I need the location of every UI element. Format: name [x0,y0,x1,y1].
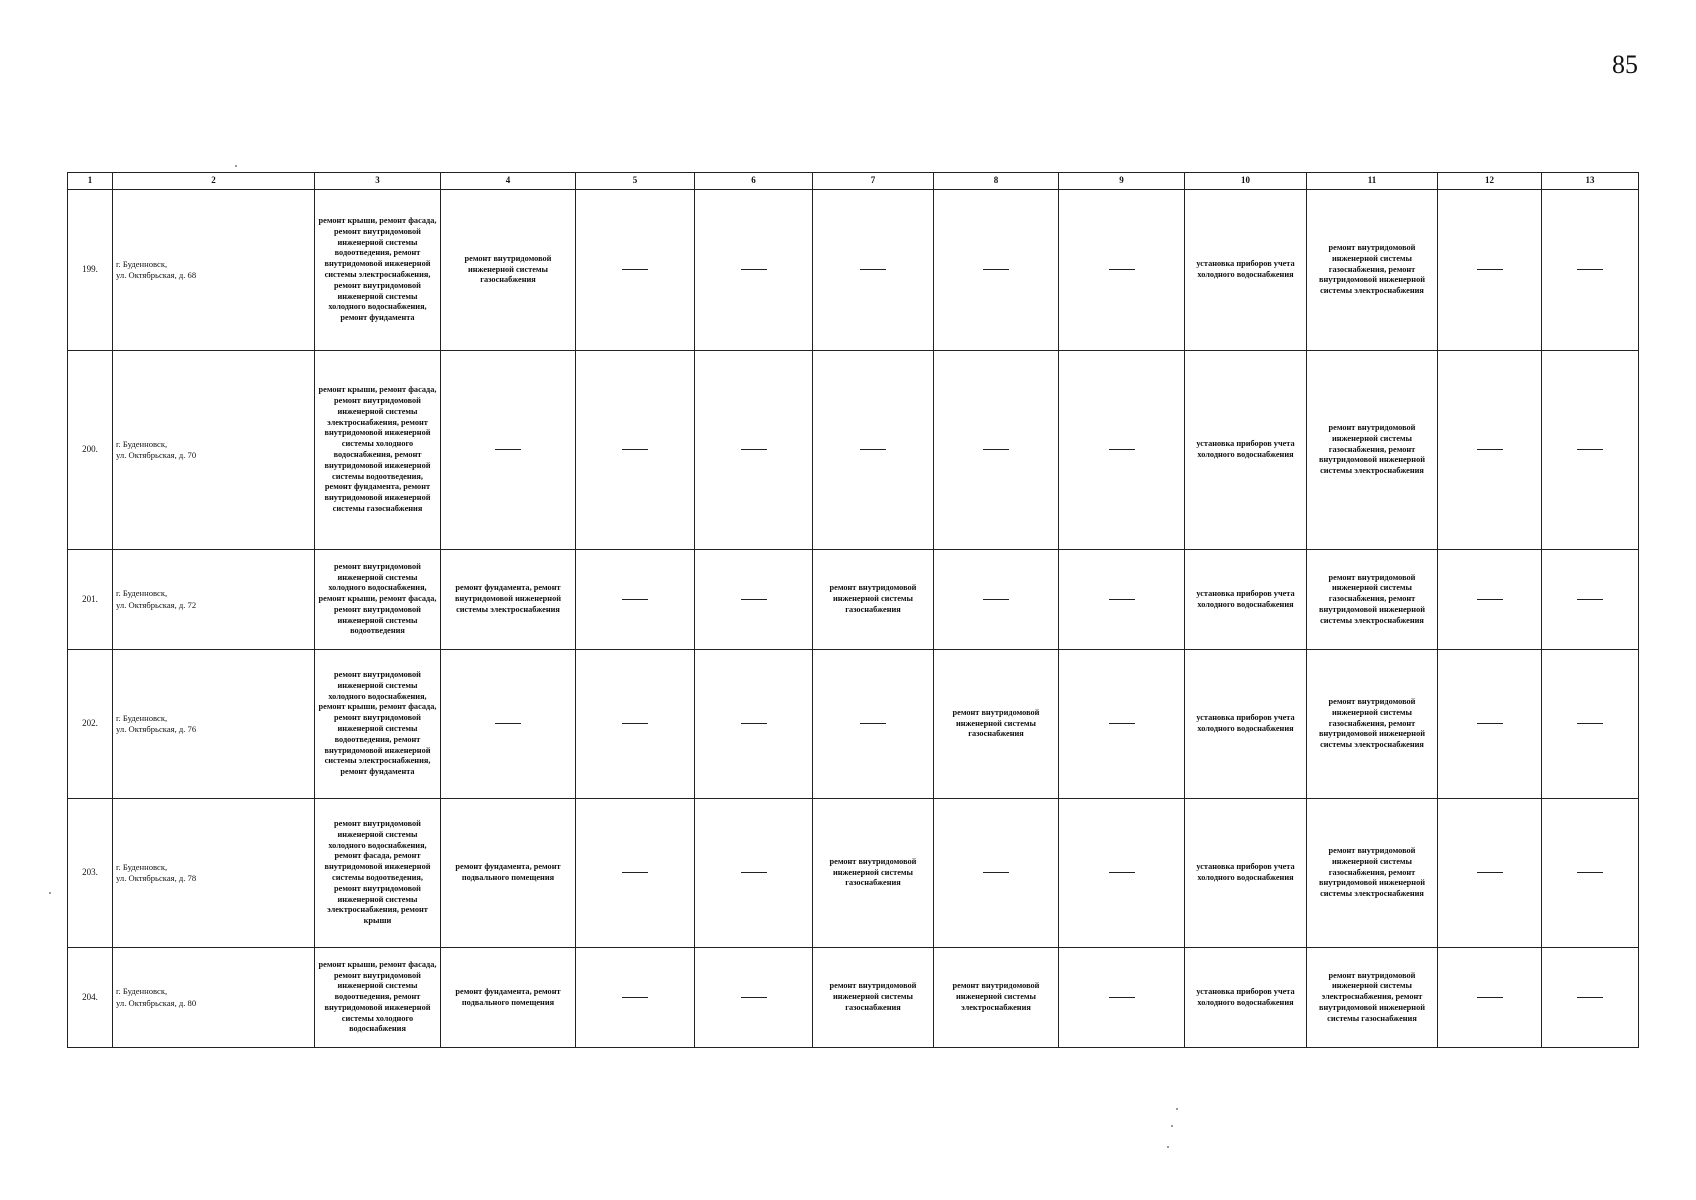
table-row [68,190,1639,351]
work-cell-c13 [1542,799,1639,948]
work-cell-c10: установка приборов учета холодного водоснабжения [1185,351,1307,550]
dash-mark [622,269,648,270]
dash-mark [1477,599,1503,600]
column-header: 10 [1185,173,1307,190]
table-row [68,948,1639,1048]
scan-speck [1167,1146,1169,1148]
dash-mark [1109,997,1135,998]
work-cell-c11: ремонт внутридомовой инженерной системы газоснабжения, ремонт внутридомовой инженерной системы электроснабжения [1307,190,1438,351]
table-row [68,550,1639,650]
address-cell: г. Буденновск, ул. Октябрьская, д. 78 [113,799,315,948]
work-cell-c6 [695,799,813,948]
work-cell-c3: ремонт внутридомовой инженерной системы холодного водоснабжения, ремонт крыши, ремонт фасада, ремонт внутридомовой инженерной системы водоотведения, ремонт внутридомовой инженерной системы электроснабжения, ремонт фундамента [315,650,441,799]
work-cell-c6 [695,550,813,650]
dash-mark [495,449,521,450]
work-cell-c8 [934,550,1059,650]
work-cell-c8 [934,799,1059,948]
dash-mark [1577,872,1603,873]
work-cell-c8: ремонт внутридомовой инженерной системы электроснабжения [934,948,1059,1048]
work-cell-c6 [695,190,813,351]
column-header: 9 [1059,173,1185,190]
address-cell: г. Буденновск, ул. Октябрьская, д. 76 [113,650,315,799]
dash-mark [741,449,767,450]
work-cell-c9 [1059,550,1185,650]
address-cell: г. Буденновск, ул. Октябрьская, д. 68 [113,190,315,351]
work-cell-c6 [695,351,813,550]
dash-mark [741,599,767,600]
dash-mark [860,269,886,270]
work-cell-c7 [813,351,934,550]
row-number-cell: 201. [68,550,113,650]
dash-mark [1477,449,1503,450]
work-cell-c3: ремонт крыши, ремонт фасада, ремонт внутридомовой инженерной системы электроснабжения, ремонт внутридомовой инженерной системы холодного водоснабжения, ремонт внутридомовой инженерной системы водоотведения, ремонт фундамента, ремонт внутридомовой инженерной системы газоснабжения [315,351,441,550]
column-header: 7 [813,173,934,190]
dash-mark [1477,269,1503,270]
dash-mark [1477,723,1503,724]
dash-mark [1577,599,1603,600]
work-cell-c8 [934,190,1059,351]
row-number-cell: 204. [68,948,113,1048]
work-cell-c8 [934,351,1059,550]
dash-mark [1477,872,1503,873]
work-cell-c9 [1059,650,1185,799]
dash-mark [622,723,648,724]
work-cell-c11: ремонт внутридомовой инженерной системы газоснабжения, ремонт внутридомовой инженерной системы электроснабжения [1307,351,1438,550]
work-cell-c9 [1059,799,1185,948]
dash-mark [622,872,648,873]
work-cell-c12 [1438,650,1542,799]
work-cell-c4 [441,351,576,550]
work-cell-c7: ремонт внутридомовой инженерной системы газоснабжения [813,948,934,1048]
work-cell-c10: установка приборов учета холодного водоснабжения [1185,650,1307,799]
work-cell-c5 [576,650,695,799]
work-cell-c12 [1438,799,1542,948]
work-cell-c13 [1542,650,1639,799]
dash-mark [1577,723,1603,724]
dash-mark [741,872,767,873]
dash-mark [622,997,648,998]
work-cell-c11: ремонт внутридомовой инженерной системы газоснабжения, ремонт внутридомовой инженерной системы электроснабжения [1307,650,1438,799]
work-cell-c11: ремонт внутридомовой инженерной системы газоснабжения, ремонт внутридомовой инженерной системы электроснабжения [1307,799,1438,948]
address-cell: г. Буденновск, ул. Октябрьская, д. 70 [113,351,315,550]
column-header: 8 [934,173,1059,190]
dash-mark [1577,269,1603,270]
work-cell-c5 [576,190,695,351]
work-cell-c3: ремонт крыши, ремонт фасада, ремонт внутридомовой инженерной системы водоотведения, ремонт внутридомовой инженерной системы холодного водоснабжения [315,948,441,1048]
column-header: 13 [1542,173,1639,190]
dash-mark [741,269,767,270]
work-cell-c5 [576,550,695,650]
work-cell-c7: ремонт внутридомовой инженерной системы газоснабжения [813,550,934,650]
column-header: 1 [68,173,113,190]
work-cell-c10: установка приборов учета холодного водоснабжения [1185,948,1307,1048]
work-cell-c11: ремонт внутридомовой инженерной системы газоснабжения, ремонт внутридомовой инженерной системы электроснабжения [1307,550,1438,650]
table-row [68,650,1639,799]
scan-speck [235,165,237,167]
work-cell-c7 [813,190,934,351]
table-body [68,190,1639,1048]
work-cell-c11: ремонт внутридомовой инженерной системы электроснабжения, ремонт внутридомовой инженерной системы газоснабжения [1307,948,1438,1048]
work-cell-c9 [1059,351,1185,550]
dash-mark [983,872,1009,873]
dash-mark [622,599,648,600]
work-cell-c12 [1438,351,1542,550]
dash-mark [741,723,767,724]
address-cell: г. Буденновск, ул. Октябрьская, д. 72 [113,550,315,650]
dash-mark [1109,599,1135,600]
dash-mark [1577,449,1603,450]
dash-mark [495,723,521,724]
dash-mark [622,449,648,450]
column-header: 4 [441,173,576,190]
scan-speck [1171,1125,1173,1127]
column-header: 5 [576,173,695,190]
column-header: 3 [315,173,441,190]
work-cell-c12 [1438,190,1542,351]
column-header: 6 [695,173,813,190]
column-header: 2 [113,173,315,190]
work-cell-c7 [813,650,934,799]
work-cell-c8: ремонт внутридомовой инженерной системы газоснабжения [934,650,1059,799]
work-cell-c4: ремонт внутридомовой инженерной системы газоснабжения [441,190,576,351]
work-cell-c5 [576,351,695,550]
dash-mark [1109,449,1135,450]
row-number-cell: 200. [68,351,113,550]
column-header: 12 [1438,173,1542,190]
table-row [68,799,1639,948]
work-cell-c13 [1542,351,1639,550]
work-cell-c13 [1542,948,1639,1048]
work-cell-c9 [1059,948,1185,1048]
work-cell-c9 [1059,190,1185,351]
work-cell-c3: ремонт внутридомовой инженерной системы холодного водоснабжения, ремонт крыши, ремонт фасада, ремонт внутридомовой инженерной системы водоотведения [315,550,441,650]
work-cell-c5 [576,799,695,948]
work-cell-c4: ремонт фундамента, ремонт подвального помещения [441,948,576,1048]
work-cell-c4: ремонт фундамента, ремонт внутридомовой инженерной системы электроснабжения [441,550,576,650]
dash-mark [1577,997,1603,998]
page-number: 85 [1612,50,1638,79]
row-number-cell: 199. [68,190,113,351]
work-cell-c7: ремонт внутридомовой инженерной системы газоснабжения [813,799,934,948]
dash-mark [983,269,1009,270]
row-number-cell: 203. [68,799,113,948]
table-row [68,351,1639,550]
dash-mark [1109,872,1135,873]
dash-mark [1477,997,1503,998]
work-cell-c12 [1438,550,1542,650]
work-cell-c3: ремонт крыши, ремонт фасада, ремонт внутридомовой инженерной системы водоотведения, ремонт внутридомовой инженерной системы электроснабжения, ремонт внутридомовой инженерной системы холодного водоснабжения, ремонт фундамента [315,190,441,351]
address-cell: г. Буденновск, ул. Октябрьская, д. 80 [113,948,315,1048]
work-cell-c13 [1542,190,1639,351]
header-row [68,173,1639,190]
work-cell-c13 [1542,550,1639,650]
scan-speck [1176,1108,1178,1110]
row-number-cell: 202. [68,650,113,799]
dash-mark [741,997,767,998]
work-cell-c3: ремонт внутридомовой инженерной системы холодного водоснабжения, ремонт фасада, ремонт внутридомовой инженерной системы водоотведения, ремонт внутридомовой инженерной системы электроснабжения, ремонт крыши [315,799,441,948]
work-cell-c10: установка приборов учета холодного водоснабжения [1185,550,1307,650]
work-cell-c6 [695,948,813,1048]
work-cell-c5 [576,948,695,1048]
work-cell-c4 [441,650,576,799]
dash-mark [983,599,1009,600]
works-table [67,172,1639,1048]
dash-mark [983,449,1009,450]
work-cell-c10: установка приборов учета холодного водоснабжения [1185,799,1307,948]
dash-mark [860,723,886,724]
work-cell-c6 [695,650,813,799]
scan-speck [49,892,51,894]
dash-mark [1109,723,1135,724]
work-cell-c10: установка приборов учета холодного водоснабжения [1185,190,1307,351]
column-header: 11 [1307,173,1438,190]
dash-mark [860,449,886,450]
work-cell-c12 [1438,948,1542,1048]
dash-mark [1109,269,1135,270]
work-cell-c4: ремонт фундамента, ремонт подвального помещения [441,799,576,948]
